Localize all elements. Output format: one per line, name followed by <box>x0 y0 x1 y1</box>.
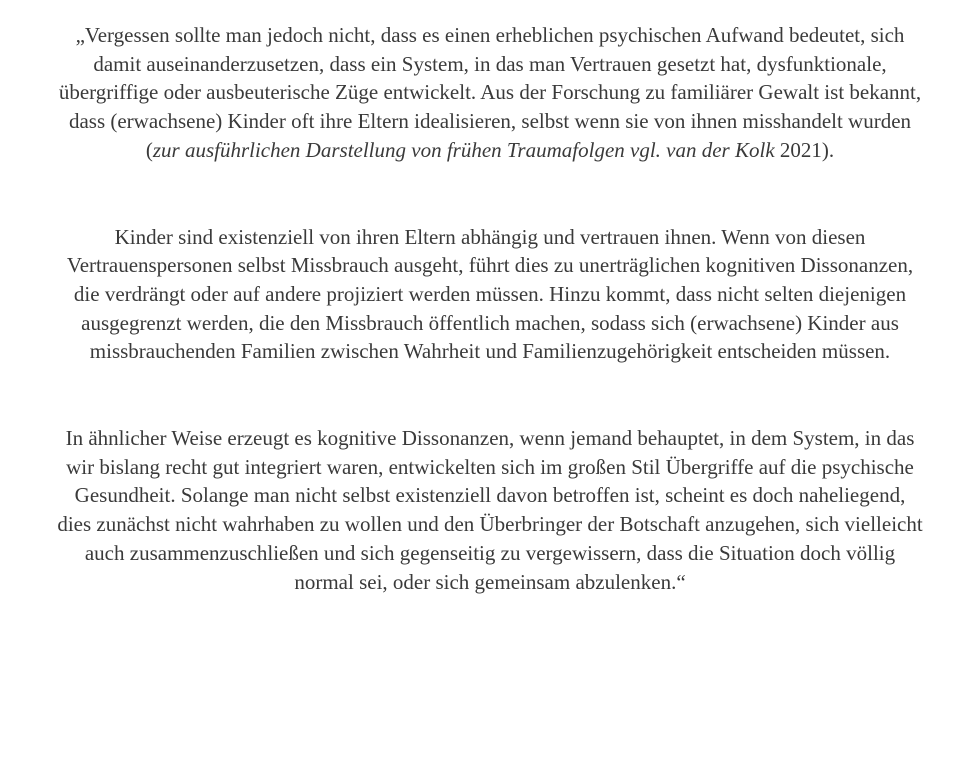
quote-paragraph-3 <box>57 424 923 596</box>
quote-paragraph-1 <box>57 21 923 165</box>
paragraph-text: 2021). <box>774 137 835 162</box>
quote-paragraph-2 <box>57 223 923 367</box>
citation-italic-text: zur ausführlichen Darstellung von frühen Traumafolgen vgl. van der Kolk <box>152 137 775 162</box>
paragraph-text: Kinder sind existenziell von ihren Eltern abhängig und vertrauen ihnen. Wenn von diesen Vertrauenspersonen selbst Missbrauch ausgeht, führt dies zu unerträglichen kognitiven Dissonanzen, die verdrängt oder auf andere projiziert werden müssen. Hinzu kommt, dass nicht selten diejenigen ausgegrenzt werden, die den Missbrauch öffentlich machen, sodass sich (erwachsene) Kinder aus missbrauchenden Familien zwischen Wahrheit und Familienzugehörigkeit entscheiden müssen. <box>66 224 914 364</box>
paragraph-text: In ähnlicher Weise erzeugt es kognitive Dissonanzen, wenn jemand behauptet, in dem System, in das wir bislang recht gut integriert waren, entwickelten sich im großen Stil Übergriffe auf die psychische Gesundheit. Solange man nicht selbst existenziell davon betroffen ist, scheint es doch naheliegend, dies zunächst nicht wahrhaben zu wollen und den Überbringer der Botschaft anzugehen, sich vielleicht auch zusammenzuschließen und sich gegenseitig zu vergewissern, dass die Situation doch völlig normal sei, oder sich gemeinsam abzulenken.“ <box>57 426 923 594</box>
paragraph-text: „Vergessen sollte man jedoch nicht, dass es einen erheblichen psychischen Aufwand bedeutet, sich damit auseinanderzusetzen, dass ein System, in das man Vertrauen gesetzt hat, dysfunktionale, übergriffige oder ausbeuterische Züge entwickelt. Aus der Forschung zu familiärer Gewalt ist bekannt, dass (erwachsene) Kinder oft ihre Eltern idealisieren, selbst wenn sie von ihnen misshandelt wurden ( <box>58 23 922 162</box>
